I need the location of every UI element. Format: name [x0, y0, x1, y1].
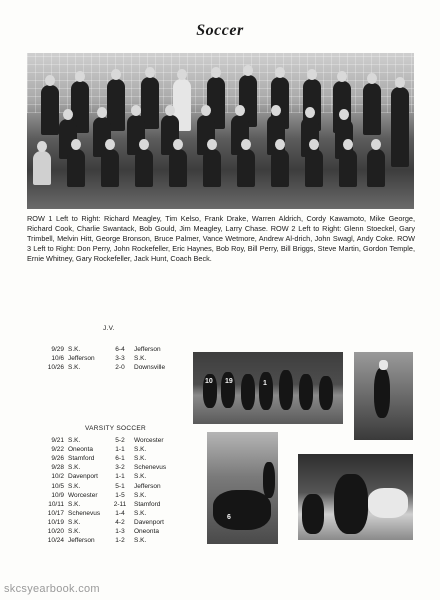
away-team: Jefferson: [134, 482, 161, 490]
team-resting-photo: [207, 432, 278, 544]
game-score: 2-11: [113, 500, 127, 508]
game-date: 10/6: [51, 355, 64, 363]
player-figure: [299, 374, 313, 410]
game-score: 5-2: [115, 437, 125, 445]
game-date: 10/9: [51, 491, 64, 499]
schedule-row: [40, 354, 184, 363]
home-team: S.K.: [68, 464, 81, 472]
player-figure: [363, 83, 381, 135]
player-figure: [339, 149, 357, 187]
schedule-row: [40, 472, 184, 481]
away-team: Jefferson: [134, 346, 161, 354]
schedule-row: [40, 527, 184, 536]
player-figure: [319, 376, 333, 410]
schedule-row: [40, 454, 184, 463]
home-team: Jefferson: [68, 355, 95, 363]
home-team: S.K.: [68, 500, 81, 508]
schedule-row: [40, 345, 184, 354]
equipment-bag: [368, 488, 408, 518]
site-watermark: skcsyearbook.com: [4, 583, 100, 595]
game-date: 9/28: [51, 464, 64, 472]
schedule-row: [40, 445, 184, 454]
player-figure: [279, 370, 293, 410]
jv-heading: J.V.: [103, 325, 115, 332]
home-team: Worcester: [68, 491, 98, 499]
player-figure: [33, 151, 51, 185]
jersey-number: 1: [263, 380, 267, 387]
game-date: 9/26: [51, 455, 64, 463]
player-figure: [259, 372, 273, 410]
game-score: 2-0: [115, 364, 125, 372]
game-date: 10/2: [51, 473, 64, 481]
home-team: S.K.: [68, 437, 81, 445]
game-score: 1-4: [115, 509, 125, 517]
seated-players: [213, 490, 271, 530]
game-action-photo: [193, 352, 343, 424]
away-team: Worcester: [134, 437, 164, 445]
player-figure: [305, 149, 323, 187]
game-date: 10/19: [47, 518, 64, 526]
game-date: 10/17: [47, 509, 64, 517]
schedule-row: [40, 491, 184, 500]
home-team: S.K.: [68, 364, 81, 372]
game-date: 9/29: [51, 346, 64, 354]
player-figure: [302, 494, 324, 534]
team-photo: [27, 53, 414, 209]
player-figure: [241, 374, 255, 410]
game-score: 3-3: [115, 355, 125, 363]
schedule-row: [40, 481, 184, 490]
away-team: S.K.: [134, 355, 147, 363]
varsity-results-table: [40, 436, 184, 545]
jv-results-table: [40, 345, 184, 372]
home-team: S.K.: [68, 518, 81, 526]
away-team: S.K.: [134, 509, 147, 517]
home-team: Jefferson: [68, 537, 95, 545]
home-team: S.K.: [68, 527, 81, 535]
away-team: Oneonta: [134, 527, 159, 535]
away-team: S.K.: [134, 455, 147, 463]
player-figure: [135, 149, 153, 187]
player-figure: [271, 149, 289, 187]
coach-with-players-photo: [298, 454, 413, 540]
schedule-row: [40, 436, 184, 445]
player-running-photo: [354, 352, 413, 440]
schedule-row: [40, 518, 184, 527]
jersey-number: 19: [225, 378, 233, 385]
game-score: 6-4: [115, 346, 125, 354]
away-team: S.K.: [134, 491, 147, 499]
schedule-row: [40, 536, 184, 545]
game-date: 9/22: [51, 446, 64, 454]
player-figure: [41, 85, 59, 135]
game-score: 4-2: [115, 518, 125, 526]
game-score: 1-5: [115, 491, 125, 499]
player-figure: [101, 149, 119, 187]
player-figure: [391, 87, 409, 167]
game-score: 1-2: [115, 537, 125, 545]
team-roster-caption: ROW 1 Left to Right: Richard Meagley, Tim Kelso, Frank Drake, Warren Aldrich, Cordy Kawamoto, Mike George, Richard Cook, Charlie Swantack, Bob Gould, Jim Meagley, Larry Chase. ROW 2 Left to Right: Glenn Stoeckel, Gary Trimbell, Melvin Hitt, George Bronson, Bruce Palmer, Vance Wetmore, Andrew Al-drich, John Swagl, Andy Coke. ROW 3 Left to Right: Don Perry, John Rockefeller, Eric Haynes, Bob Roy, Bill Perry, Bill Briggs, Steve Martin, Gordon Temple, Ernie Whitney, Gary Rockefeller, Jack Hunt, Coach Beck.: [27, 214, 415, 263]
game-score: 1-3: [115, 527, 125, 535]
schedule-row: [40, 509, 184, 518]
player-figure: [203, 149, 221, 187]
home-team: S.K.: [68, 482, 81, 490]
home-team: Stamford: [68, 455, 95, 463]
game-date: 9/21: [51, 437, 64, 445]
game-score: 1-1: [115, 446, 125, 454]
page-title: Soccer: [196, 22, 244, 39]
player-figure: [67, 149, 85, 187]
game-date: 10/11: [48, 500, 64, 508]
player-figure: [367, 149, 385, 187]
home-team: Davenport: [68, 473, 98, 481]
player-figure: [263, 462, 275, 498]
away-team: S.K.: [134, 473, 147, 481]
home-team: S.K.: [68, 346, 81, 354]
player-figure: [237, 149, 255, 187]
jersey-number: 10: [205, 378, 213, 385]
player-figure: [374, 368, 390, 418]
game-date: 10/26: [47, 364, 64, 372]
varsity-heading: VARSITY SOCCER: [85, 425, 147, 432]
game-date: 10/20: [47, 527, 64, 535]
away-team: Downsville: [134, 364, 166, 372]
game-date: 10/5: [51, 482, 64, 490]
away-team: Davenport: [134, 518, 164, 526]
game-score: 1-1: [115, 473, 125, 481]
home-team: Schenevus: [68, 509, 101, 517]
player-figure: [334, 474, 368, 534]
away-team: S.K.: [134, 446, 147, 454]
home-team: Oneonta: [68, 446, 93, 454]
away-team: Schenevus: [134, 464, 167, 472]
game-score: 6-1: [115, 455, 125, 463]
away-team: S.K.: [134, 537, 147, 545]
game-date: 10/24: [47, 537, 64, 545]
schedule-row: [40, 363, 184, 372]
game-score: 5-1: [115, 482, 125, 490]
player-head: [379, 360, 388, 370]
schedule-row: [40, 500, 184, 509]
jersey-number: 6: [227, 514, 231, 521]
away-team: Stamford: [134, 500, 161, 508]
player-figure: [169, 149, 187, 187]
game-score: 3-2: [115, 464, 125, 472]
schedule-row: [40, 463, 184, 472]
